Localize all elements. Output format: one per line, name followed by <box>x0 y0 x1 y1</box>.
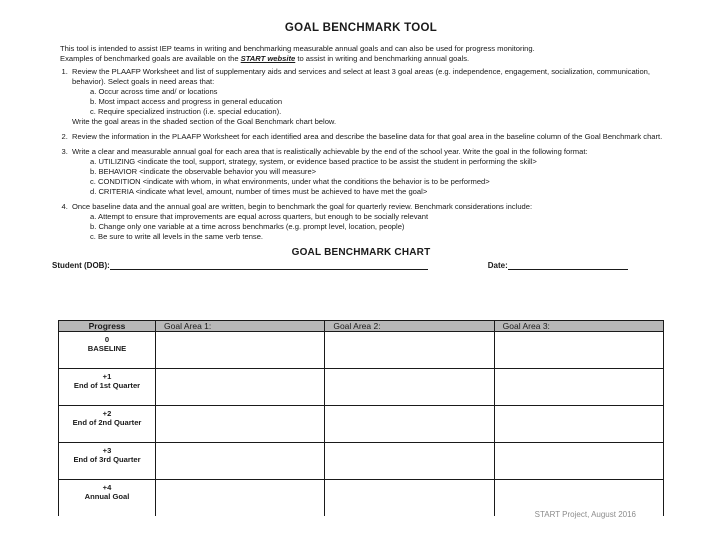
step-1-text: Review the PLAAFP Worksheet and list of supplementary aids and services and select at least 3 goal areas (e.g. independence, engagement, socialization, communication, behavior). Select goals in need areas that: <box>72 67 651 86</box>
step-4-sublist <box>72 212 664 242</box>
goal-cell[interactable] <box>494 369 663 406</box>
start-website-link[interactable]: START website <box>240 54 296 63</box>
step-3-sub-a: a. UTILIZING <indicate the tool, support, strategy, system, or evidence based practice to be assist the student in performing the skill> <box>90 157 537 166</box>
step-2-text: Review the information in the PLAAFP Worksheet for each identified area and describe the baseline data for that goal area in the baseline column of the Goal Benchmark chart. <box>72 132 663 141</box>
progress-label: End of 2nd Quarter <box>72 418 142 427</box>
goal-cell[interactable] <box>325 443 494 480</box>
progress-cell <box>59 480 156 517</box>
intro-line-1: This tool is intended to assist IEP teams in writing and benchmarking measurable annual goals and can also be used for progress monitoring. <box>60 44 535 53</box>
footer-text: START Project, August 2016 <box>534 510 636 519</box>
progress-cell <box>59 443 156 480</box>
header-progress: Progress <box>59 321 156 332</box>
table-header-row <box>59 321 664 332</box>
steps-list <box>58 67 664 242</box>
goal-cell[interactable] <box>156 480 325 517</box>
step-2 <box>70 132 664 142</box>
header-goal-area-1-label: Goal Area 1: <box>164 321 212 331</box>
progress-cell <box>59 406 156 443</box>
header-goal-area-2-label: Goal Area 2: <box>333 321 381 331</box>
progress-level: +2 <box>102 409 112 418</box>
table-row <box>59 332 664 369</box>
progress-level: 0 <box>104 335 110 344</box>
progress-level: +4 <box>102 483 112 492</box>
date-field[interactable] <box>508 261 628 270</box>
goal-cell[interactable] <box>325 369 494 406</box>
goal-cell[interactable] <box>494 443 663 480</box>
tool-title: GOAL BENCHMARK TOOL <box>284 22 438 34</box>
intro-line-2-pre: Examples of benchmarked goals are available on the <box>60 54 241 63</box>
step-4-sub-c: c. Be sure to write all levels in the same verb tense. <box>90 232 264 241</box>
step-3-sub-c: c. CONDITION <indicate with whom, in what environments, under what the conditions the behavior is to be performed> <box>90 177 490 186</box>
goal-cell[interactable] <box>494 332 663 369</box>
step-1-sub-c: c. Require specialized instruction (i.e. special education). <box>90 107 282 116</box>
goal-benchmark-tool <box>52 22 664 278</box>
table-row <box>59 443 664 480</box>
table-row <box>59 369 664 406</box>
header-goal-area-3-label: Goal Area 3: <box>502 321 550 331</box>
progress-label: BASELINE <box>87 344 127 353</box>
header-goal-area-1[interactable] <box>156 321 325 332</box>
header-goal-area-2[interactable] <box>325 321 494 332</box>
progress-cell <box>59 369 156 406</box>
progress-cell <box>59 332 156 369</box>
goal-cell[interactable] <box>325 406 494 443</box>
intro-line-2-post: to assist in writing and benchmarking annual goals. <box>295 54 470 63</box>
goal-cell[interactable] <box>156 332 325 369</box>
step-1-sub-a: a. Occur across time and/ or locations <box>90 87 218 96</box>
progress-label: Annual Goal <box>84 492 130 501</box>
table-row <box>59 406 664 443</box>
step-3-sub-d: d. CRITERIA <indicate what level, amount, number of times must be achieved to have met the goal> <box>90 187 428 196</box>
progress-level: +1 <box>102 372 112 381</box>
step-3-text: Write a clear and measurable annual goal for each area that is realistically achievable by the end of the school year. Write the goal in the following format: <box>72 147 588 156</box>
goal-cell[interactable] <box>156 443 325 480</box>
step-1-sub-b: b. Most impact access and progress in general education <box>90 97 283 106</box>
student-date-row <box>52 261 664 270</box>
goal-cell[interactable] <box>156 369 325 406</box>
progress-label: End of 1st Quarter <box>73 381 141 390</box>
intro-text <box>60 44 664 64</box>
step-3 <box>70 147 664 197</box>
step-3-sub-b: b. BEHAVIOR <indicate the observable behavior you will measure> <box>90 167 317 176</box>
goal-cell[interactable] <box>494 406 663 443</box>
step-4-text: Once baseline data and the annual goal are written, begin to benchmark the goal for quarterly review. Benchmark considerations include: <box>72 202 533 211</box>
date-label: Date: <box>487 261 508 270</box>
goal-cell[interactable] <box>325 480 494 517</box>
step-4-sub-a: a. Attempt to ensure that improvements are equal across quarters, but enough to be socially relevant <box>90 212 429 221</box>
progress-label: End of 3rd Quarter <box>73 455 141 464</box>
step-3-sublist <box>72 157 664 197</box>
student-field[interactable] <box>110 261 428 270</box>
goal-benchmark-table <box>58 320 664 516</box>
step-4 <box>70 202 664 242</box>
chart-title: GOAL BENCHMARK CHART <box>291 247 431 258</box>
student-label: Student (DOB): <box>52 261 110 270</box>
step-1-sublist <box>72 87 664 117</box>
goal-cell[interactable] <box>156 406 325 443</box>
header-goal-area-3[interactable] <box>494 321 663 332</box>
step-1-after: Write the goal areas in the shaded section of the Goal Benchmark chart below. <box>72 117 337 126</box>
step-4-sub-b: b. Change only one variable at a time across benchmarks (e.g. prompt level, location, people) <box>90 222 405 231</box>
progress-level: +3 <box>102 446 112 455</box>
step-1 <box>70 67 664 127</box>
goal-cell[interactable] <box>325 332 494 369</box>
